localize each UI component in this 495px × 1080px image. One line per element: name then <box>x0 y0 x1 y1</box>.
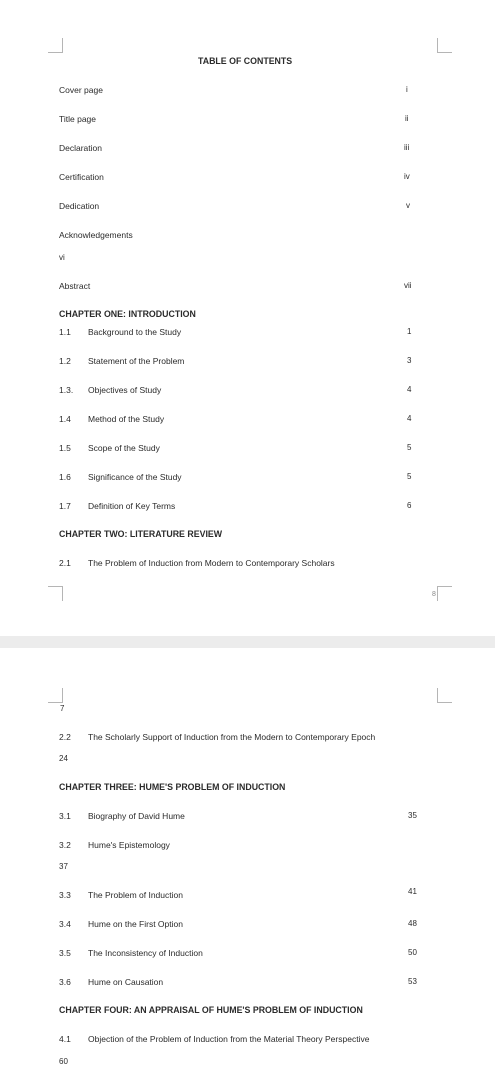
toc-entry-label: The Scholarly Support of Induction from the Modern to Contemporary Epoch <box>88 732 376 742</box>
toc-entry-label: Hume's Epistemology <box>88 840 170 850</box>
toc-entry-page: 1 <box>407 327 412 336</box>
toc-entry-number: 3.4 <box>59 919 71 929</box>
crop-mark-top-left <box>48 688 63 703</box>
toc-entry-number: 1.5 <box>59 443 71 453</box>
toc-entry-label: Significance of the Study <box>88 472 182 482</box>
toc-entry-number: 3.3 <box>59 890 71 900</box>
crop-mark-top-left <box>48 38 63 53</box>
page-footer-number: 8 <box>432 591 436 598</box>
toc-entry-label: Title page <box>59 114 97 124</box>
toc-entry-page: 50 <box>408 948 417 957</box>
toc-entry-label: Acknowledgements <box>59 230 133 240</box>
toc-entry-number: 2.2 <box>59 732 71 742</box>
toc-entry-page: 3 <box>407 356 412 365</box>
chapter-heading: CHAPTER FOUR: AN APPRAISAL OF HUME'S PROBLEM OF INDUCTION <box>59 1005 363 1015</box>
toc-entry-label: Objectives of Study <box>88 385 162 395</box>
toc-entry-label: Objection of the Problem of Induction from the Material Theory Perspective <box>88 1034 370 1044</box>
toc-entry-number: 3.1 <box>59 811 71 821</box>
toc-entry-number: 4.1 <box>59 1034 71 1044</box>
toc-entry-page: 48 <box>408 919 417 928</box>
chapter-heading: CHAPTER THREE: HUME'S PROBLEM OF INDUCTION <box>59 782 286 792</box>
toc-entry-page: 4 <box>407 385 412 394</box>
toc-entry-page: vi <box>59 253 65 262</box>
toc-entry-label: Abstract <box>59 281 91 291</box>
toc-entry-label: The Problem of Induction from Modern to Contemporary Scholars <box>88 558 335 568</box>
toc-entry-label: Definition of Key Terms <box>88 501 176 511</box>
toc-entry-page: 4 <box>407 414 412 423</box>
toc-entry-page: iv <box>404 172 410 181</box>
toc-title: TABLE OF CONTENTS <box>198 56 293 66</box>
toc-entry-number: 1.4 <box>59 414 71 424</box>
toc-entry-number: 1.7 <box>59 501 71 511</box>
toc-entry-label: Certification <box>59 172 104 182</box>
toc-entry-number: 3.6 <box>59 977 71 987</box>
toc-entry-page: iii <box>404 143 410 152</box>
crop-mark-bottom-right <box>437 586 452 601</box>
toc-entry-page: 53 <box>408 977 417 986</box>
toc-entry-number: 1.3. <box>59 385 74 395</box>
toc-entry-label: Statement of the Problem <box>88 356 185 366</box>
crop-mark-top-right <box>437 38 452 53</box>
toc-entry-number: 3.2 <box>59 840 71 850</box>
toc-entry-label: Cover page <box>59 85 103 95</box>
document-page-2 <box>0 648 495 1080</box>
chapter-heading: CHAPTER TWO: LITERATURE REVIEW <box>59 529 223 539</box>
toc-entry-page: 60 <box>59 1057 68 1066</box>
toc-entry-number: 1.2 <box>59 356 71 366</box>
toc-entry-page: 41 <box>408 887 417 896</box>
toc-entry-page: 7 <box>60 704 65 713</box>
toc-entry-number: 1.1 <box>59 327 71 337</box>
toc-entry-label: Hume on Causation <box>88 977 164 987</box>
toc-entry-label: Hume on the First Option <box>88 919 183 929</box>
toc-entry-label: Biography of David Hume <box>88 811 185 821</box>
toc-entry-page: 5 <box>407 472 412 481</box>
crop-mark-bottom-left <box>48 586 63 601</box>
toc-entry-page: 24 <box>59 754 68 763</box>
toc-entry-number: 3.5 <box>59 948 71 958</box>
toc-entry-label: Method of the Study <box>88 414 165 424</box>
toc-entry-page: vii <box>404 281 412 290</box>
toc-entry-page: 6 <box>407 501 412 510</box>
chapter-heading: CHAPTER ONE: INTRODUCTION <box>59 309 196 319</box>
toc-entry-label: Background to the Study <box>88 327 182 337</box>
toc-entry-page: ii <box>405 114 409 123</box>
toc-entry-page: i <box>406 85 408 94</box>
toc-entry-number: 2.1 <box>59 558 71 568</box>
toc-entry-label: The Problem of Induction <box>88 890 183 900</box>
toc-entry-page: v <box>406 201 410 210</box>
toc-entry-label: Dedication <box>59 201 100 211</box>
toc-entry-page: 5 <box>407 443 412 452</box>
toc-entry-page: 35 <box>408 811 417 820</box>
toc-entry-label: Scope of the Study <box>88 443 160 453</box>
toc-entry-number: 1.6 <box>59 472 71 482</box>
crop-mark-top-right <box>437 688 452 703</box>
toc-entry-label: Declaration <box>59 143 102 153</box>
toc-entry-page: 37 <box>59 862 68 871</box>
toc-entry-label: The Inconsistency of Induction <box>88 948 203 958</box>
